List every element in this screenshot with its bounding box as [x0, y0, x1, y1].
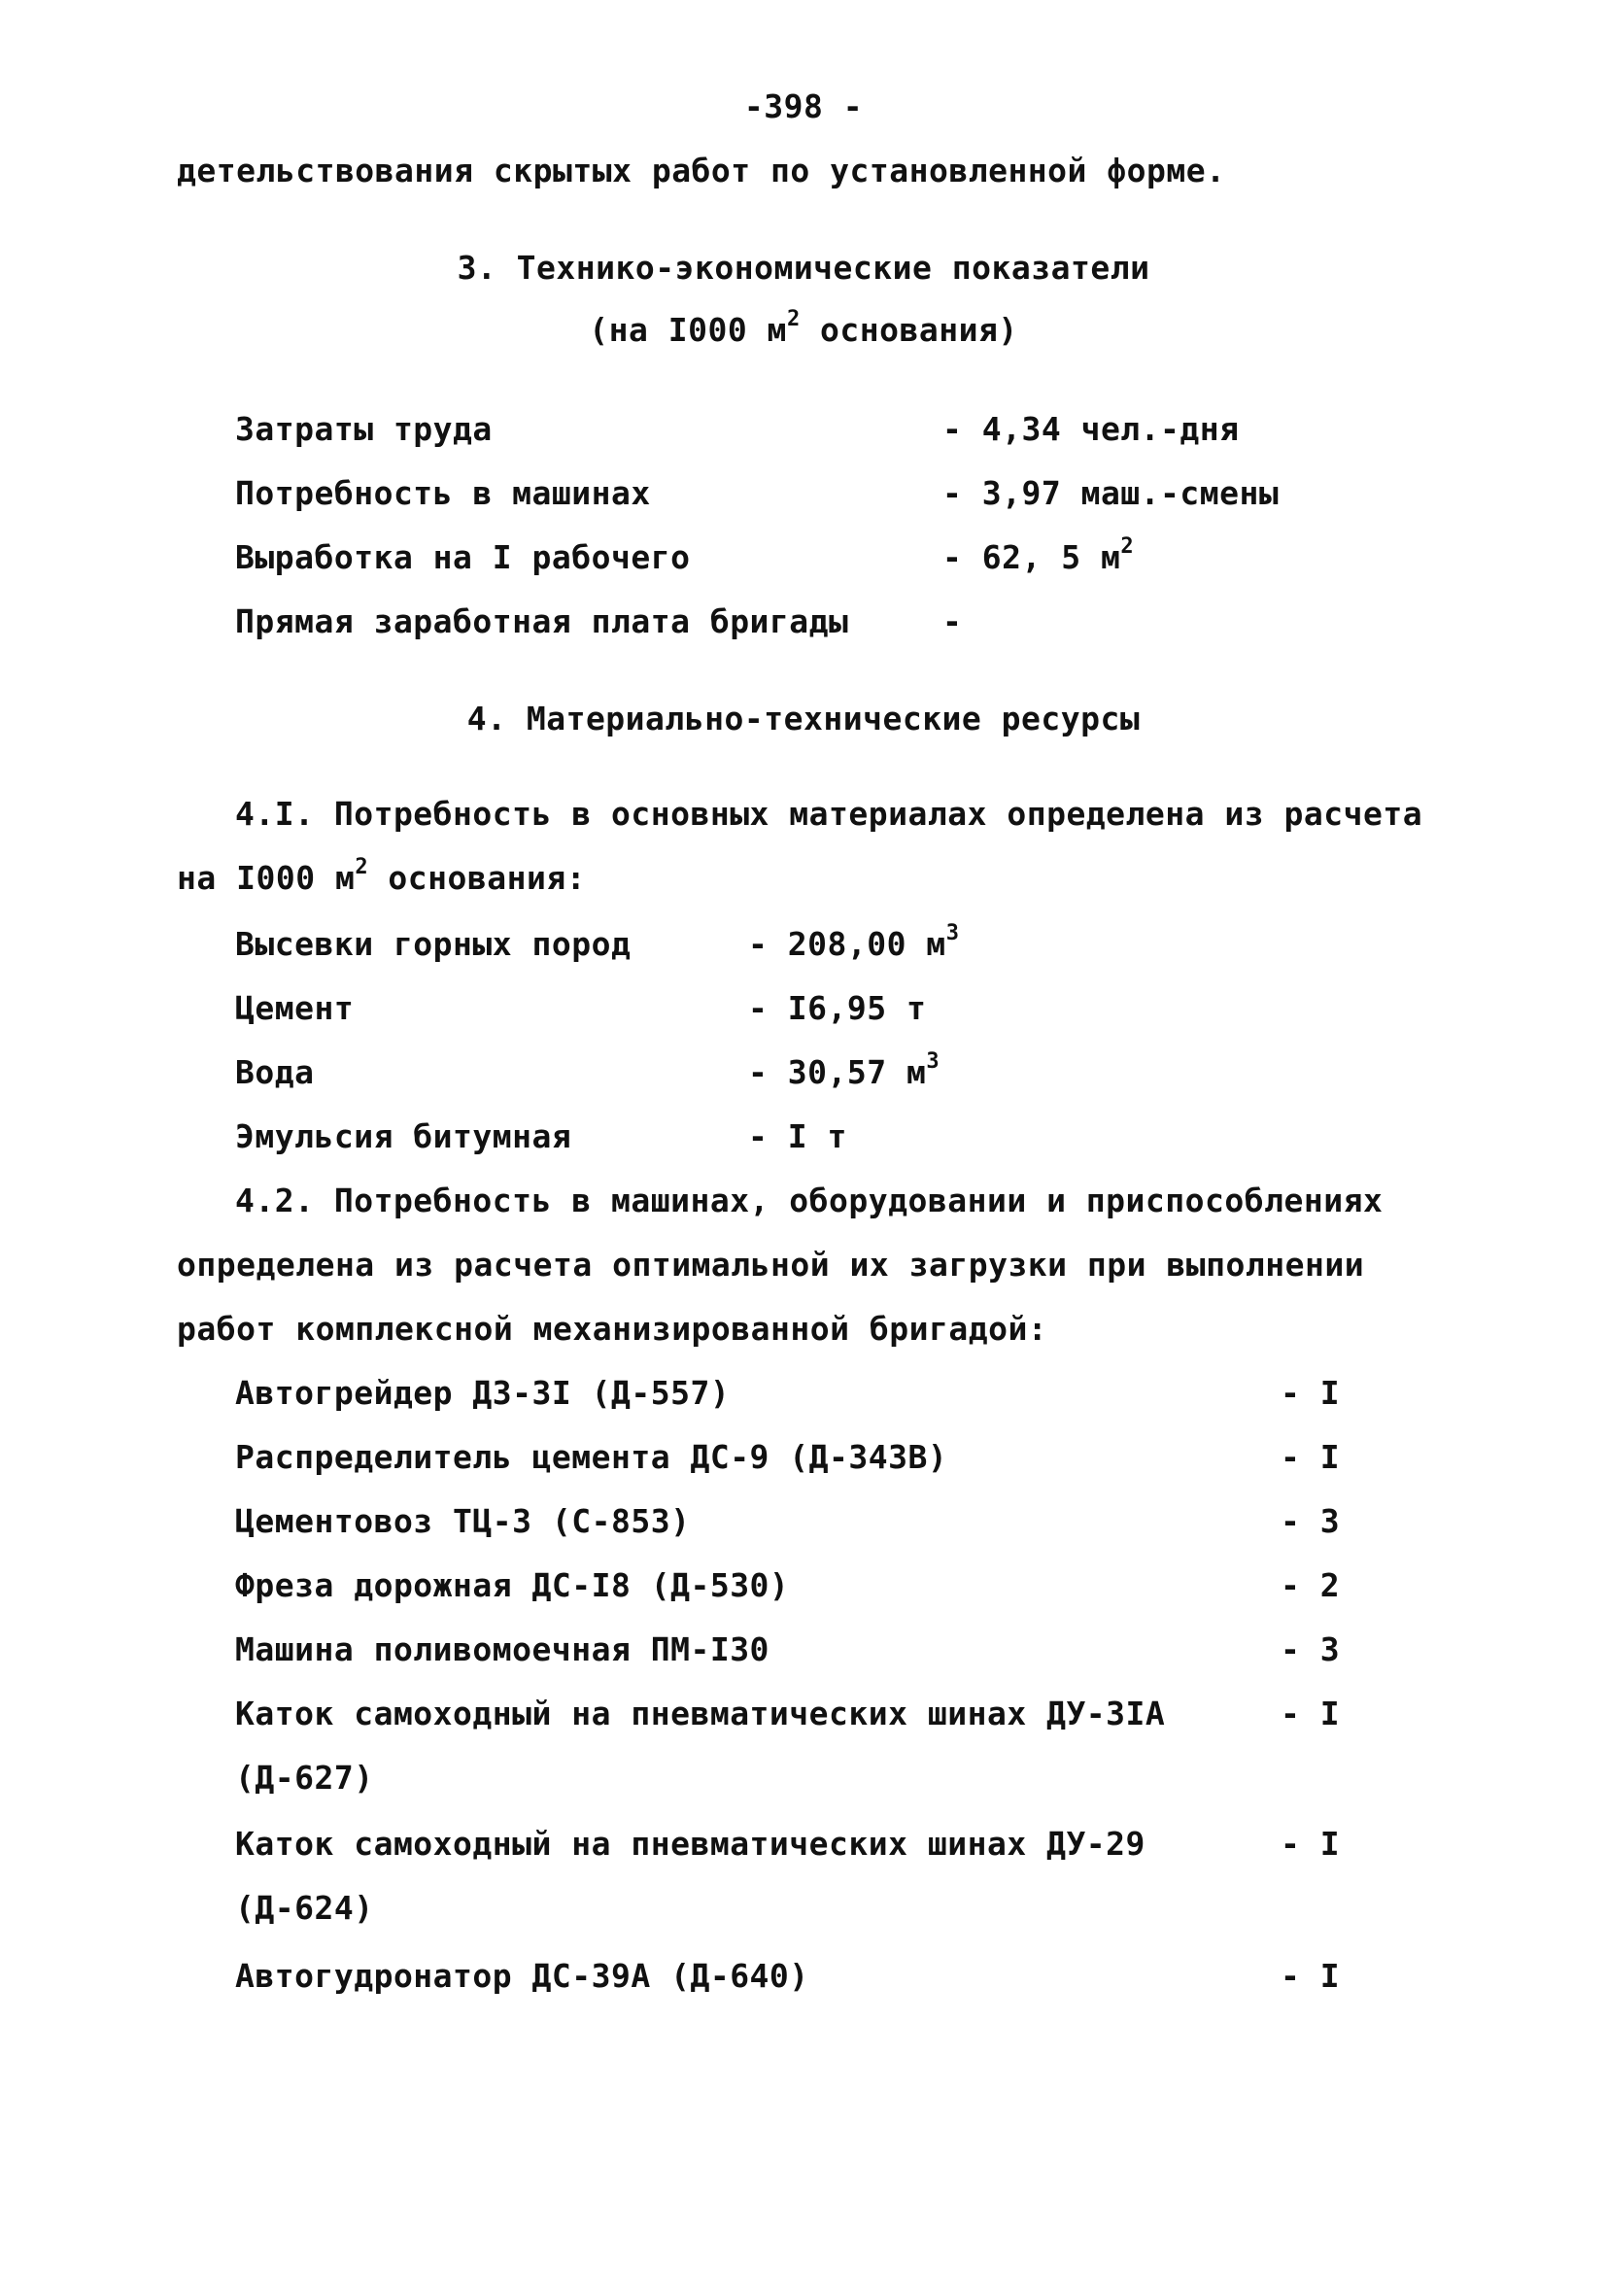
machine-name: Цементовоз ТЦ-3 (С-853) — [235, 1502, 691, 1540]
indicator-label: Выработка на I рабочего — [235, 538, 691, 576]
paragraph-text: на I000 м — [177, 859, 356, 897]
material-value — [748, 923, 959, 971]
page-number: -398 - — [743, 87, 864, 125]
material-value-text: - 208,00 м — [748, 925, 946, 963]
material-value: - I6,95 т — [748, 989, 927, 1027]
material-value — [748, 1051, 940, 1099]
section-3-title: 3. Технико-экономические показатели — [457, 249, 1150, 287]
indicator-value-text: - 62, 5 м — [942, 538, 1121, 576]
paragraph-4-1-line — [177, 857, 586, 905]
indicator-label: Затраты труда — [235, 410, 493, 448]
machine-name: Фреза дорожная ДС-I8 (Д-530) — [235, 1566, 790, 1604]
subtitle-text-end: основания) — [800, 311, 1018, 349]
indicator-value-superscript: 2 — [1120, 534, 1135, 559]
machine-quantity: - 3 — [1281, 1630, 1341, 1668]
machine-quantity: - I — [1281, 1825, 1341, 1863]
machine-name-continuation: (Д-627) — [235, 1759, 374, 1797]
intro-line: детельствования скрытых работ по установленной форме. — [177, 152, 1226, 189]
machine-quantity: - I — [1281, 1438, 1341, 1476]
section-3-subtitle — [0, 309, 1607, 357]
subtitle-text: (на I000 м — [589, 311, 787, 349]
machine-name: Каток самоходный на пневматических шинах ДУ-3IА — [235, 1695, 1166, 1732]
machine-name-continuation: (Д-624) — [235, 1889, 374, 1927]
indicator-value — [942, 536, 1134, 584]
machine-quantity: - I — [1281, 1695, 1341, 1732]
indicator-label: Прямая заработная плата бригады — [235, 602, 849, 640]
machine-quantity: - I — [1281, 1374, 1341, 1412]
paragraph-4-2-line: работ комплексной механизированной бригадой: — [177, 1310, 1048, 1348]
material-value: - I т — [748, 1117, 847, 1155]
material-name: Высевки горных пород — [235, 925, 632, 963]
machine-quantity: - 3 — [1281, 1502, 1341, 1540]
machine-name: Машина поливомоечная ПМ-I30 — [235, 1630, 769, 1668]
paragraph-4-2-line: определена из расчета оптимальной их загрузки при выполнении — [177, 1246, 1365, 1284]
paragraph-4-2-line: 4.2. Потребность в машинах, оборудовании и приспособлениях — [235, 1182, 1384, 1219]
material-value-text: - 30,57 м — [748, 1053, 927, 1091]
subtitle-superscript: 2 — [786, 307, 801, 331]
indicator-value: - 3,97 маш.-смены — [942, 474, 1280, 512]
machine-name: Распределитель цемента ДС-9 (Д-343В) — [235, 1438, 948, 1476]
machine-quantity: - 2 — [1281, 1566, 1341, 1604]
material-name: Цемент — [235, 989, 355, 1027]
indicator-label: Потребность в машинах — [235, 474, 651, 512]
indicator-value: - — [942, 602, 963, 640]
material-name: Вода — [235, 1053, 315, 1091]
material-value-superscript: 3 — [945, 921, 960, 945]
paragraph-superscript: 2 — [355, 855, 369, 879]
machine-name: Каток самоходный на пневматических шинах ДУ-29 — [235, 1825, 1145, 1863]
material-value-superscript: 3 — [926, 1049, 940, 1074]
paragraph-text-end: основания: — [368, 859, 587, 897]
indicator-value: - 4,34 чел.-дня — [942, 410, 1240, 448]
material-name: Эмульсия битумная — [235, 1117, 572, 1155]
machine-quantity: - I — [1281, 1957, 1341, 1995]
section-4-title: 4. Материально-технические ресурсы — [466, 700, 1141, 737]
machine-name: Автогрейдер ДЗ-3I (Д-557) — [235, 1374, 731, 1412]
paragraph-4-1-line: 4.I. Потребность в основных материалах определена из расчета — [235, 795, 1423, 833]
machine-name: Автогудронатор ДС-39А (Д-640) — [235, 1957, 809, 1995]
